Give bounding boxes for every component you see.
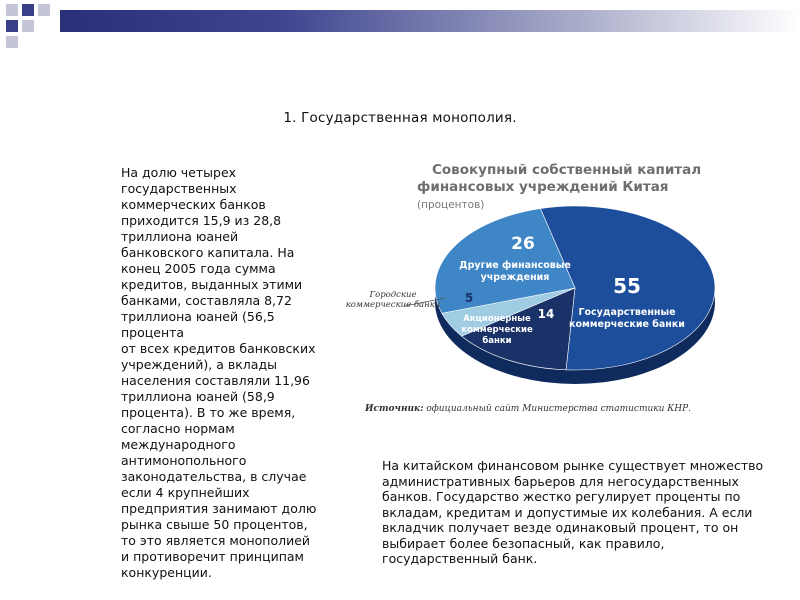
chart-title-line1: Совокупный собственный капитал [432,162,702,178]
slice-label-state-line2: коммерческие банки [569,319,685,330]
decor-square [22,20,34,32]
slice-value-joint: 14 [537,307,555,321]
chart-title-line2: финансовых учреждений Китая [417,179,669,195]
slice-value-state: 55 [613,274,641,298]
slice-label-joint-line3: банки [482,336,512,346]
decor-square [6,36,18,48]
decorative-top-bar [60,10,800,32]
chart-unit: (процентов) [417,199,485,211]
pie-slices [435,206,715,370]
decor-square [38,4,50,16]
slide-title: 1. Государственная монополия. [283,110,517,126]
chart-source [365,404,691,414]
slice-value-other: 26 [511,234,535,254]
pie-svg [345,160,725,400]
slice-value-city: 5 [464,291,474,305]
decor-square [6,4,18,16]
slice-label-joint-line1: Акционерные [463,314,531,324]
slice-label-state-line1: Государственные [578,307,676,318]
pie-chart [345,160,725,420]
chart-source-label: Источник: [365,404,424,414]
slice-label-city-line2: коммерческие банки [345,300,441,310]
slice-label-other-line1: Другие финансовые [459,260,571,271]
decor-square [22,4,34,16]
left-text-block: На долю четырех государственных коммерческих банков приходится 15,9 из 28,8 триллиона юаней банковского капитала. На конец 2005 года сумма кредитов, выданных этими банками, составляла 8,72 триллиона юаней (56,5 процента от всех кредитов банковских учреждений), а вклады населения составляли 11,96 триллиона юаней (58,9 процента). В то же время, согласно нормам международного антимонопольного законодательства, в случае если 4 крупнейших предприятия занимают долю рынка свыше 50 процентов, то это является монополией и противоречит принципам конкуренции. [121,165,317,580]
chart-source-text: официальный сайт Министерства статистики КНР. [426,404,692,414]
decor-square [6,20,18,32]
slice-label-other-line2: учреждения [480,272,550,283]
slice-label-city-line1: Городские [369,290,417,300]
bottom-text-block: На китайском финансовом рынке существует множество административных барьеров для негосударственных банков. Государство жестко регулирует проценты по вкладам, кредитам и допустимые их колебания. А если вкладчик получает везде одинаковый процент, то он выбирает более безопасный, как правило, государственный банк. [382,458,764,566]
slice-label-joint-line2: коммерческие [461,325,533,335]
